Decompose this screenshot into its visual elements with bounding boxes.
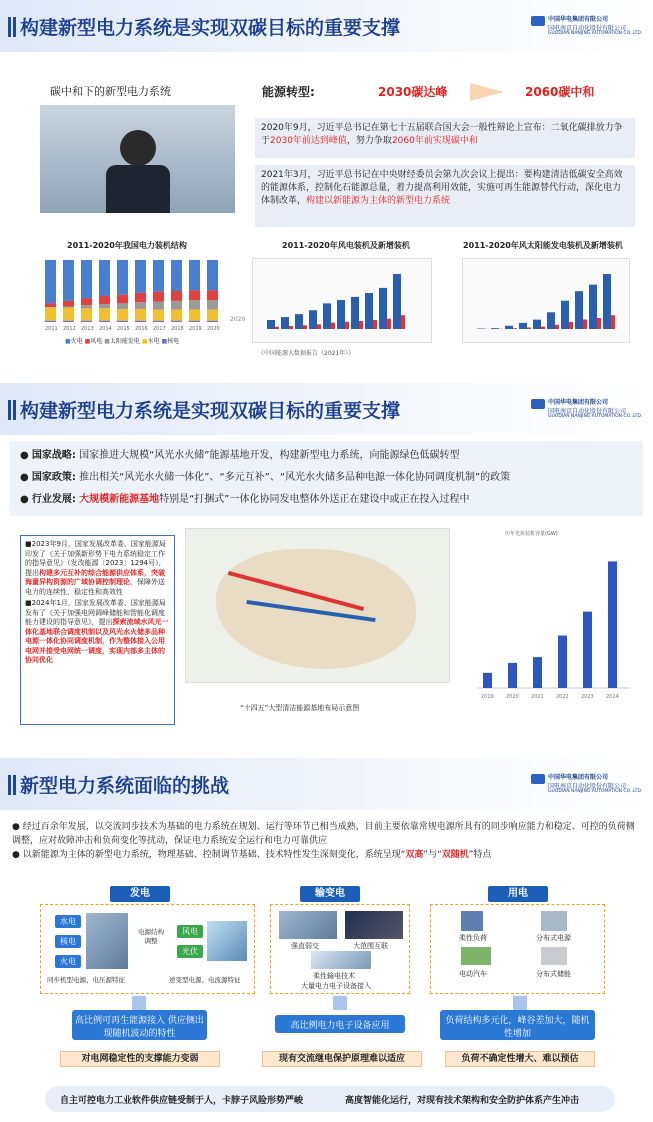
year-tick: 2014 (99, 326, 112, 332)
stack-segment (117, 260, 128, 295)
stack-segment (63, 321, 74, 322)
stack-segment (207, 300, 218, 309)
pv-year-tick: 2024 (606, 694, 619, 700)
new-capacity-bar (597, 318, 601, 329)
stack-segment (135, 260, 146, 293)
capacity-bar (575, 291, 583, 329)
stack-segment (171, 301, 182, 310)
carbon-neutral: 2060碳中和 (525, 85, 595, 99)
pv-year-tick: 2020 (506, 694, 519, 700)
capacity-bar (505, 326, 513, 329)
stack-segment (207, 260, 218, 290)
new-capacity-bar (583, 320, 587, 329)
year-tick: 2011 (45, 326, 58, 332)
chart-3-title: 2011-2020年风太阳能发电装机及新增装机 (463, 241, 623, 250)
new-capacity-bar (373, 320, 377, 329)
year-tick: 2017 (153, 326, 166, 332)
new-capacity-bar (555, 325, 559, 329)
new-capacity-bar (303, 325, 307, 329)
year-label: 2020 (230, 316, 246, 323)
pv-year-tick: 2023 (581, 694, 594, 700)
stack-segment (81, 298, 92, 305)
year-tick: 2019 (189, 326, 202, 332)
transmission-box: 强直弱交 大范围互联 柔性输电技术 大量电力电子设备接入 (270, 904, 410, 994)
company-logo: 中国华电集团有限公司 国电南京自动化股份有限公司 GUODIAN NANJING AUTOMATION CO.,LTD. (531, 772, 641, 800)
logo-mark-icon (531, 774, 545, 784)
map-caption: “十四五”大型清洁能源基地布局示意图 (240, 704, 360, 712)
result-transmission: 现有交流继电保护原理难以适应 (262, 1051, 422, 1067)
stack-segment (189, 260, 200, 290)
year-tick: 2016 (135, 326, 148, 332)
slide-1 (0, 0, 653, 372)
stack-segment (189, 290, 200, 300)
challenge-text: ● 经过百余年发展，以交流同步技术为基础的电力系统在规划、运行等环节已相当成熟，目前主要依靠常规电源所具有的同步响应能力和稳定、可控的负荷侧调整，应对故障冲击和负荷变化等扰动，保证电力系统安全运行和电力可靠供应 ● 以新能源为主体的新型电力系统，物理基础、控制调节基础、技术特性发生深刻变化，系统呈现“双高”与“双随机”特点 (12, 822, 635, 860)
pv-year-tick: 2022 (556, 694, 569, 700)
capacity-bar (561, 301, 569, 329)
stack-segment (189, 300, 200, 309)
chart-1-title: 2011-2020年我国电力装机结构 (67, 241, 187, 250)
chart-2-title: 2011-2020年风电装机及新增装机 (282, 241, 410, 250)
wind-capacity-chart (252, 258, 432, 343)
stack-segment (207, 290, 218, 300)
new-capacity-bar (541, 327, 545, 329)
stack-segment (189, 310, 200, 321)
capacity-bar (603, 274, 611, 329)
stack-segment (45, 321, 56, 322)
capacity-bar (533, 320, 541, 329)
photo-caption: 碳中和下的新型电力系统 (50, 85, 171, 98)
logo-mark-icon (531, 399, 545, 409)
slide-title: 新型电力系统面临的挑战 (20, 775, 230, 797)
stack-segment (99, 304, 110, 308)
stack-segment (153, 321, 164, 322)
stack-segment (153, 302, 164, 310)
capacity-bar (365, 293, 373, 329)
pv-chart-title: 历年光伏装机容量(GW) (505, 531, 558, 537)
pv-year-tick: 2019 (481, 694, 494, 700)
stack-segment (63, 308, 74, 321)
capacity-bar (309, 310, 317, 329)
arrow-right-icon (470, 83, 504, 101)
year-tick: 2018 (171, 326, 184, 332)
china-map (185, 528, 450, 683)
pv-bar (583, 612, 592, 688)
down-arrow-icon (132, 996, 146, 1010)
energy-label: 能源转型: (262, 85, 315, 99)
stack-segment (135, 321, 146, 322)
year-tick: 2020 (207, 326, 220, 332)
capacity-bar (295, 314, 303, 329)
new-capacity-bar (527, 327, 531, 329)
stack-segment (135, 302, 146, 309)
stack-segment (99, 321, 110, 322)
stack-segment (99, 296, 110, 304)
carbon-peak: 2030碳达峰 (378, 85, 448, 99)
slide-header (0, 383, 653, 435)
slide-3 (0, 758, 653, 1122)
year-tick: 2015 (117, 326, 130, 332)
bullet-strategy: ● 国家战略: 国家推进大规模“风光水火储”能源基地开发，构建新型电力系统，向能源绿色低碳转型 (20, 450, 460, 461)
stack-segment (63, 307, 74, 308)
slide-2 (0, 383, 653, 748)
capacity-bar (351, 297, 359, 329)
consumption-box: 柔性负荷 分布式电源 电动汽车 分布式储能 (430, 904, 605, 994)
capacity-bar (379, 288, 387, 329)
policy-para-1: 2020年9月，习近平总书记在第七十五届联合国大会一般性辩论上宣布：二氧化碳排放力争于2030年前达到峰值，努力争取2060年前实现碳中和 (255, 118, 635, 158)
company-logo: 中国华电集团有限公司 国电南京自动化股份有限公司 GUODIAN NANJING AUTOMATION CO.,LTD. (531, 14, 641, 42)
down-arrow-icon (513, 996, 527, 1010)
capacity-bar (323, 303, 331, 329)
col-consumption: 用电 (488, 886, 548, 902)
new-capacity-bar (387, 319, 391, 329)
capacity-bar (589, 285, 597, 329)
pv-bar (608, 561, 617, 688)
capacity-bar (267, 320, 275, 329)
pv-bar (533, 657, 542, 688)
stack-segment (45, 308, 56, 321)
new-capacity-bar (359, 321, 363, 329)
stack-segment (189, 321, 200, 322)
stack-segment (135, 293, 146, 302)
chart-1-legend: ■火电 ■风电 ■太阳能发电 ■水电 ■核电 (65, 338, 180, 345)
stack-segment (63, 260, 74, 301)
stack-segment (207, 321, 218, 322)
solar-capacity-chart (462, 258, 630, 343)
slide-header (0, 0, 653, 52)
stack-segment (117, 295, 128, 304)
bullet-policy: ● 国家政策: 推出相关“风光水火储一体化”、“多元互补”、“风光水火储多品种电源一体化协同调度机制”的政策 (20, 472, 511, 483)
down-arrow-icon (333, 996, 347, 1010)
stack-segment (153, 292, 164, 302)
pv-year-tick: 2021 (531, 694, 544, 700)
stack-segment (45, 307, 56, 308)
stack-segment (117, 321, 128, 322)
policy-para-2: 2021年3月，习近平总书记在中央财经委员会第九次会议上提出：要构建清洁低碳安全高效的能源体系，控制化石能源总量，着力提高利用效能，实施可再生能源替代行动，深化电力体制改革，构建以新能源为主体的新型电力系统 (255, 165, 635, 227)
col-generation: 发电 (110, 886, 170, 902)
new-capacity-bar (513, 328, 517, 329)
new-capacity-bar (317, 324, 321, 329)
stack-segment (45, 303, 56, 307)
footer-left: 自主可控电力工业软件供应链受制于人，卡脖子风险形势严峻 (60, 1096, 304, 1106)
capacity-bar (491, 328, 499, 329)
new-capacity-bar (289, 326, 293, 329)
capacity-bar (547, 312, 555, 329)
speech-photo (40, 105, 235, 213)
col-transmission: 输变电 (300, 886, 360, 902)
stack-segment (171, 321, 182, 322)
company-logo: 中国华电集团有限公司 国电南京自动化股份有限公司 GUODIAN NANJING AUTOMATION CO.,LTD. (531, 397, 641, 425)
new-capacity-bar (401, 315, 405, 329)
new-capacity-bar (345, 322, 349, 329)
stack-segment (99, 260, 110, 296)
year-tick: 2012 (63, 326, 76, 332)
generation-box: 水电 核电 火电 同步机型电源、电压源特征 电源结构调整 风电 光伏 逆变型电源、电流源特征 (40, 904, 255, 994)
stack-segment (207, 310, 218, 321)
source-note: 《中国能源大数据报告（2021年）》 (258, 350, 355, 357)
power-structure-chart (25, 258, 225, 348)
new-capacity-bar (611, 315, 615, 329)
pv-bar (483, 673, 492, 688)
stack-segment (81, 260, 92, 298)
stack-segment (135, 309, 146, 321)
bullet-industry: ● 行业发展: 大规模新能源基地特别是“打捆式”一体化协同发电整体外送正在建设中或正在投入过程中 (20, 494, 470, 505)
stack-segment (171, 310, 182, 321)
bullet-box (10, 441, 643, 516)
capacity-bar (519, 323, 527, 329)
logo-mark-icon (531, 16, 545, 26)
stack-segment (81, 308, 92, 320)
stack-segment (45, 260, 56, 303)
impact-transmission: 高比例电力电子设备应用 (275, 1015, 405, 1033)
new-capacity-bar (331, 323, 335, 329)
slide-title: 构建新型电力系统是实现双碳目标的重要支撑 (20, 17, 401, 39)
capacity-bar (393, 274, 401, 329)
stack-segment (81, 321, 92, 322)
stack-segment (171, 291, 182, 301)
pv-bar (508, 663, 517, 688)
pv-capacity-chart (465, 538, 635, 713)
impact-consumption: 负荷结构多元化，峰谷差加大，随机性增加 (440, 1010, 595, 1040)
stack-segment (117, 309, 128, 321)
new-capacity-bar (275, 327, 279, 329)
slide-title: 构建新型电力系统是实现双碳目标的重要支撑 (20, 400, 401, 422)
capacity-bar (337, 300, 345, 329)
new-capacity-bar (569, 322, 573, 329)
stack-segment (63, 301, 74, 307)
stack-segment (153, 310, 164, 321)
stack-segment (99, 308, 110, 320)
policy-notes: ■2023年9月，国家发展改革委、国家能源局印发了《关于加强新形势下电力系统稳定工作的指导意见》（发改能源〔2023〕1294号），提出构建多元互补的综合能源供应体系，突破海量异构资源的广域协调控制理论，保障外送电力的连续性、稳定性和高效性 ■2024年1月，国家发展改革委、国家能源局发布了《关于加强电网调峰储能和智能化调度能力建设的指导意见》，提出探索流域水风光一体化基地联合调度机制以及风光水火储多品种电源一体化协同调度机制，作为整体接入公用电网并接受电网统一调度，实现内部多主体的协同优化 (20, 535, 175, 725)
stack-segment (81, 305, 92, 308)
result-consumption: 负荷不确定性增大、难以预估 (445, 1051, 595, 1067)
pv-bar (558, 636, 567, 689)
stack-segment (117, 303, 128, 309)
footer-right: 高度智能化运行，对现有技术架构和安全防护体系产生冲击 (345, 1096, 580, 1106)
capacity-bar (281, 317, 289, 329)
stack-segment (171, 260, 182, 291)
year-tick: 2013 (81, 326, 94, 332)
impact-generation: 高比例可再生能源接入 供应侧出现随机波动的特性 (72, 1010, 207, 1040)
result-generation: 对电网稳定性的支撑能力变弱 (60, 1051, 220, 1067)
stack-segment (153, 260, 164, 292)
slide-header (0, 758, 653, 810)
